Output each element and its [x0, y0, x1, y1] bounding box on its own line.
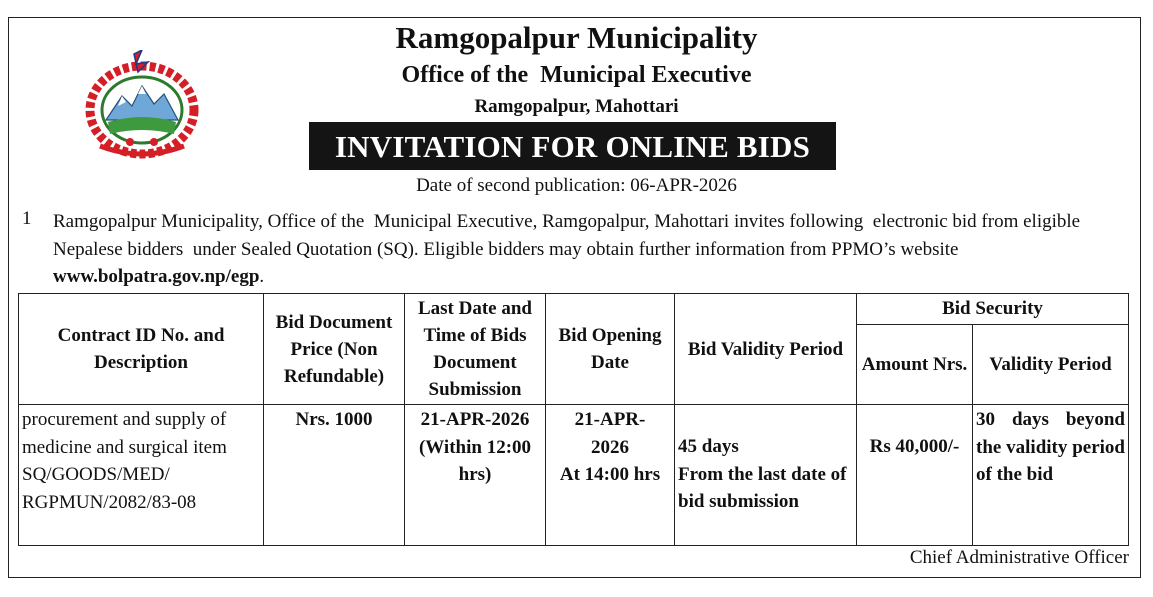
contract-id-line-2: RGPMUN/2082/83-08 — [22, 491, 197, 513]
validity-days: 45 days — [678, 436, 739, 457]
ppmo-website-link[interactable]: www.bolpatra.gov.np/egp — [53, 266, 260, 287]
header-last-date: Last Date and Time of Bids Document Submission — [405, 294, 546, 405]
invitation-banner: INVITATION FOR ONLINE BIDS — [309, 122, 836, 170]
header-validity-period: Validity Period — [973, 324, 1129, 404]
header-security: Bid Security — [857, 294, 1129, 325]
notice-end: . — [259, 266, 265, 287]
header-validity: Bid Validity Period — [675, 294, 857, 405]
last-date-cell — [405, 405, 546, 546]
table-row — [19, 405, 1129, 546]
opening-time: At 14:00 hrs — [559, 464, 661, 485]
security-validity-cell: 30 days beyond the validity period of the bid — [973, 405, 1129, 546]
validity-cell — [675, 405, 857, 546]
validity-note: From the last date of bid submission — [678, 463, 847, 512]
opening-date-2: 2026 — [591, 436, 629, 458]
contract-description: procurement and supply of medicine and surgical item — [22, 409, 227, 458]
header-contract: Contract ID No. and Description — [19, 294, 264, 405]
price-cell: Nrs. 1000 — [264, 405, 405, 546]
municipality-title: Ramgopalpur Municipality — [395, 20, 758, 55]
paragraph-number: 1 — [22, 208, 32, 229]
header-opening: Bid Opening Date — [546, 294, 675, 405]
bids-table — [18, 293, 1129, 546]
last-time: (Within 12:00 hrs) — [418, 436, 532, 485]
office-subtitle: Office of the Municipal Executive — [401, 62, 752, 88]
location-line: Ramgopalpur, Mahottari — [474, 96, 679, 117]
opening-date-1: 21-APR- — [574, 409, 646, 430]
signature-line: Chief Administrative Officer — [909, 547, 1129, 568]
header-amount: Amount Nrs. — [857, 324, 973, 404]
notice-text: Ramgopalpur Municipality, Office of the Municipal Executive, Ramgopalpur, Mahottari invites following electronic bid from eligible Nepalese bidders under Sealed Quotation (SQ). Eligible bidders may obtain further information from PPMO’s website — [53, 211, 1085, 260]
contract-id-line-1: SQ/GOODS/MED/ — [22, 464, 170, 485]
publication-date: Date of second publication: 06-APR-2026 — [416, 175, 737, 196]
last-date: 21-APR-2026 — [420, 409, 530, 430]
header-price: Bid Document Price (Non Refundable) — [264, 294, 405, 405]
opening-cell — [546, 405, 675, 546]
contract-cell — [19, 405, 264, 546]
notice-paragraph — [53, 208, 1113, 291]
security-amount: Rs 40,000/- — [869, 436, 960, 457]
amount-cell — [857, 405, 973, 546]
